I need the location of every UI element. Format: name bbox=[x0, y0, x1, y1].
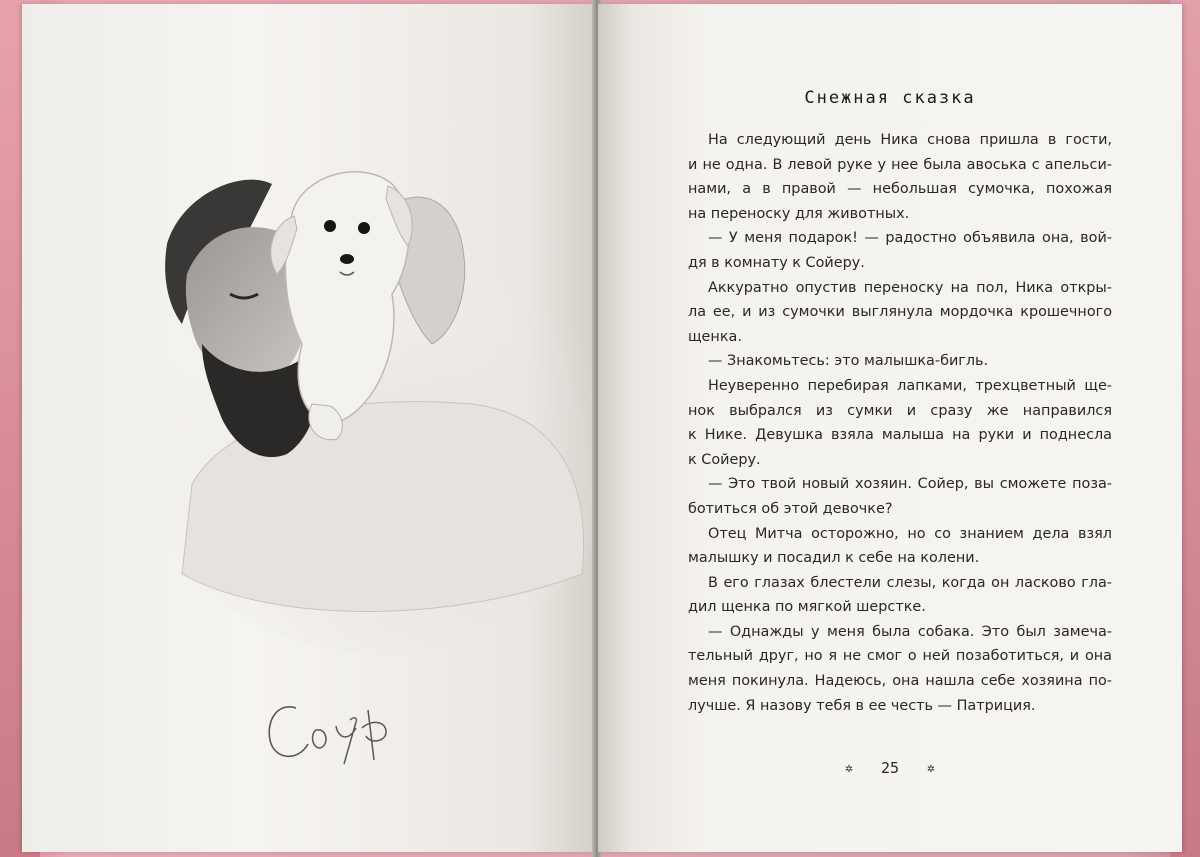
left-page bbox=[22, 4, 596, 852]
text-line: и не одна. В левой руке у нее была авоська с апельси- bbox=[688, 156, 1112, 173]
signature-handwriting bbox=[258, 680, 418, 770]
right-page bbox=[598, 4, 1182, 852]
text-line: ла ее, и из сумочки выглянула мордочка крошечного bbox=[688, 304, 1112, 321]
text-line: В его глазах блестели слезы, когда он ласково гла- bbox=[708, 574, 1112, 591]
text-line: На следующий день Ника снова пришла в гости, bbox=[708, 132, 1112, 148]
text-line: Аккуратно опустив переноску на пол, Ника откры- bbox=[708, 279, 1112, 296]
star-ornament-icon: ✲ bbox=[927, 760, 935, 776]
text-line: дил щенка по мягкой шерстке. bbox=[688, 599, 926, 616]
text-line: Неуверенно перебирая лапками, трехцветный ще- bbox=[708, 377, 1112, 394]
page-footer bbox=[598, 759, 1182, 777]
text-line: лучше. Я назову тебя в ее честь — Патриция. bbox=[688, 697, 1036, 714]
text-line: — Знакомьтесь: это малышка-бигль. bbox=[708, 353, 989, 370]
text-line: нами, а в правой — небольшая сумочка, похожая bbox=[688, 181, 1112, 198]
text-line: на переноску для животных. bbox=[688, 205, 910, 222]
star-ornament-icon: ✲ bbox=[845, 760, 853, 776]
bearded-man-with-puppy-illustration bbox=[152, 154, 612, 654]
text-line: Отец Митча осторожно, но со знанием дела взял bbox=[708, 525, 1112, 542]
text-line: — Однажды у меня была собака. Это был замеча- bbox=[708, 623, 1112, 640]
text-line: дя в комнату к Сойеру. bbox=[688, 254, 865, 271]
text-line: к Нике. Девушка взяла малыша на руки и поднесла bbox=[688, 427, 1112, 444]
text-line: — Это твой новый хозяин. Сойер, вы сможете поза- bbox=[708, 476, 1112, 493]
text-line: меня покинула. Надеюсь, она нашла себе хозяина по- bbox=[688, 673, 1112, 690]
page-number: 25 bbox=[880, 759, 900, 777]
text-line: — У меня подарок! — радостно объявила она, вой- bbox=[708, 230, 1112, 247]
chapter-title: Снежная сказка bbox=[804, 88, 976, 108]
text-line: к Сойеру. bbox=[688, 451, 761, 468]
text-line: малышку и посадил к себе на колени. bbox=[688, 550, 980, 567]
text-line: тельный друг, но я не смог о ней позаботиться, и она bbox=[688, 648, 1112, 665]
text-line: нок выбрался из сумки и сразу же направился bbox=[688, 402, 1112, 419]
story-text bbox=[688, 128, 1112, 718]
text-line: щенка. bbox=[688, 328, 742, 345]
text-line: ботиться об этой девочке? bbox=[688, 500, 893, 517]
